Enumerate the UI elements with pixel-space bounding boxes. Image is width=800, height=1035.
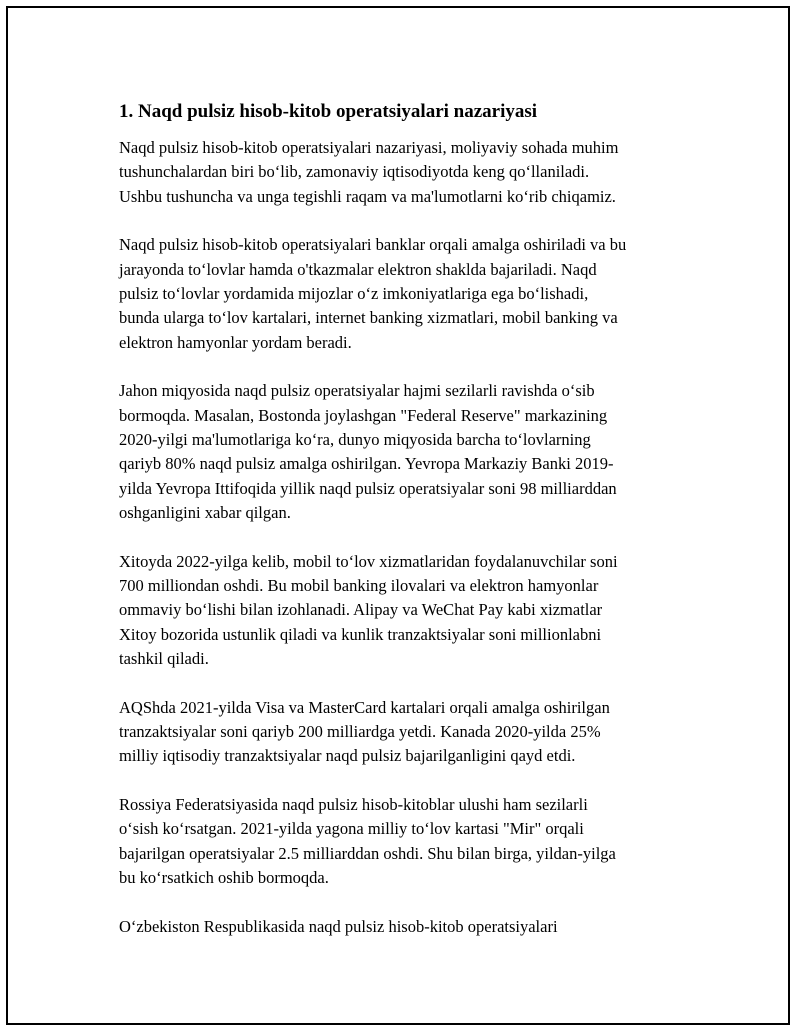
paragraph-line: Xitoy bozorida ustunlik qiladi va kunlik tranzaktsiyalar soni millionlabni bbox=[119, 624, 602, 644]
paragraph-line: 2020-yilgi ma'lumotlariga ko‘ra, dunyo miqyosida barcha to‘lovlarning bbox=[119, 429, 591, 449]
paragraph-2 bbox=[119, 233, 694, 354]
paragraph-7 bbox=[119, 915, 694, 939]
paragraph-4 bbox=[119, 550, 694, 671]
paragraph-3 bbox=[119, 379, 694, 525]
paragraph-line: elektron hamyonlar yordam beradi. bbox=[119, 332, 352, 352]
paragraph-line: Ushbu tushuncha va unga tegishli raqam va ma'lumotlarni ko‘rib chiqamiz. bbox=[119, 186, 616, 206]
paragraph-line: bu ko‘rsatkich oshib bormoqda. bbox=[119, 867, 329, 887]
paragraph-line: milliy iqtisodiy tranzaktsiyalar naqd pulsiz bajarilganligini qayd etdi. bbox=[119, 746, 576, 766]
paragraph-line: AQShda 2021-yilda Visa va MasterCard kartalari orqali amalga oshirilgan bbox=[119, 697, 610, 717]
paragraph-line: qariyb 80% naqd pulsiz amalga oshirilgan. Yevropa Markaziy Banki 2019- bbox=[119, 454, 614, 474]
paragraph-line: Naqd pulsiz hisob-kitob operatsiyalari banklar orqali amalga oshiriladi va bu bbox=[119, 235, 627, 255]
paragraph-line: 700 milliondan oshdi. Bu mobil banking ilovalari va elektron hamyonlar bbox=[119, 575, 599, 595]
paragraph-line: O‘zbekiston Respublikasida naqd pulsiz hisob-kitob operatsiyalari bbox=[119, 916, 558, 936]
paragraph-line: Jahon miqyosida naqd pulsiz operatsiyalar hajmi sezilarli ravishda o‘sib bbox=[119, 381, 595, 401]
paragraph-line: tranzaktsiyalar soni qariyb 200 milliardga yetdi. Kanada 2020-yilda 25% bbox=[119, 721, 601, 741]
paragraph-line: bajarilgan operatsiyalar 2.5 milliarddan oshdi. Shu bilan birga, yildan-yilga bbox=[119, 843, 616, 863]
paragraph-5 bbox=[119, 696, 694, 769]
page-frame bbox=[6, 6, 790, 1025]
paragraph-line: tashkil qiladi. bbox=[119, 648, 209, 668]
paragraph-1 bbox=[119, 136, 694, 209]
document-body bbox=[119, 99, 694, 964]
paragraph-line: jarayonda to‘lovlar hamda o'tkazmalar elektron shaklda bajariladi. Naqd bbox=[119, 259, 597, 279]
paragraph-line: Xitoyda 2022-yilga kelib, mobil to‘lov xizmatlaridan foydalanuvchilar soni bbox=[119, 551, 618, 571]
paragraph-line: Rossiya Federatsiyasida naqd pulsiz hisob-kitoblar ulushi ham sezilarli bbox=[119, 795, 588, 815]
section-heading: 1. Naqd pulsiz hisob-kitob operatsiyalari nazariyasi bbox=[119, 101, 538, 122]
paragraph-line: ommaviy bo‘lishi bilan izohlanadi. Alipay va WeChat Pay kabi xizmatlar bbox=[119, 600, 603, 620]
paragraph-line: o‘sish ko‘rsatgan. 2021-yilda yagona milliy to‘lov kartasi "Mir" orqali bbox=[119, 819, 584, 839]
paragraph-line: oshganligini xabar qilgan. bbox=[119, 502, 291, 522]
paragraph-line: tushunchalardan biri bo‘lib, zamonaviy iqtisodiyotda keng qo‘llaniladi. bbox=[119, 162, 590, 182]
paragraph-6 bbox=[119, 793, 694, 890]
paragraph-line: pulsiz to‘lovlar yordamida mijozlar o‘z imkoniyatlariga ega bo‘lishadi, bbox=[119, 283, 589, 303]
paragraph-line: bormoqda. Masalan, Bostonda joylashgan "Federal Reserve" markazining bbox=[119, 405, 608, 425]
paragraph-line: Naqd pulsiz hisob-kitob operatsiyalari nazariyasi, moliyaviy sohada muhim bbox=[119, 138, 619, 157]
paragraph-line: yilda Yevropa Ittifoqida yillik naqd pulsiz operatsiyalar soni 98 milliarddan bbox=[119, 478, 617, 498]
paragraph-line: bunda ularga to‘lov kartalari, internet banking xizmatlari, mobil banking va bbox=[119, 308, 618, 328]
